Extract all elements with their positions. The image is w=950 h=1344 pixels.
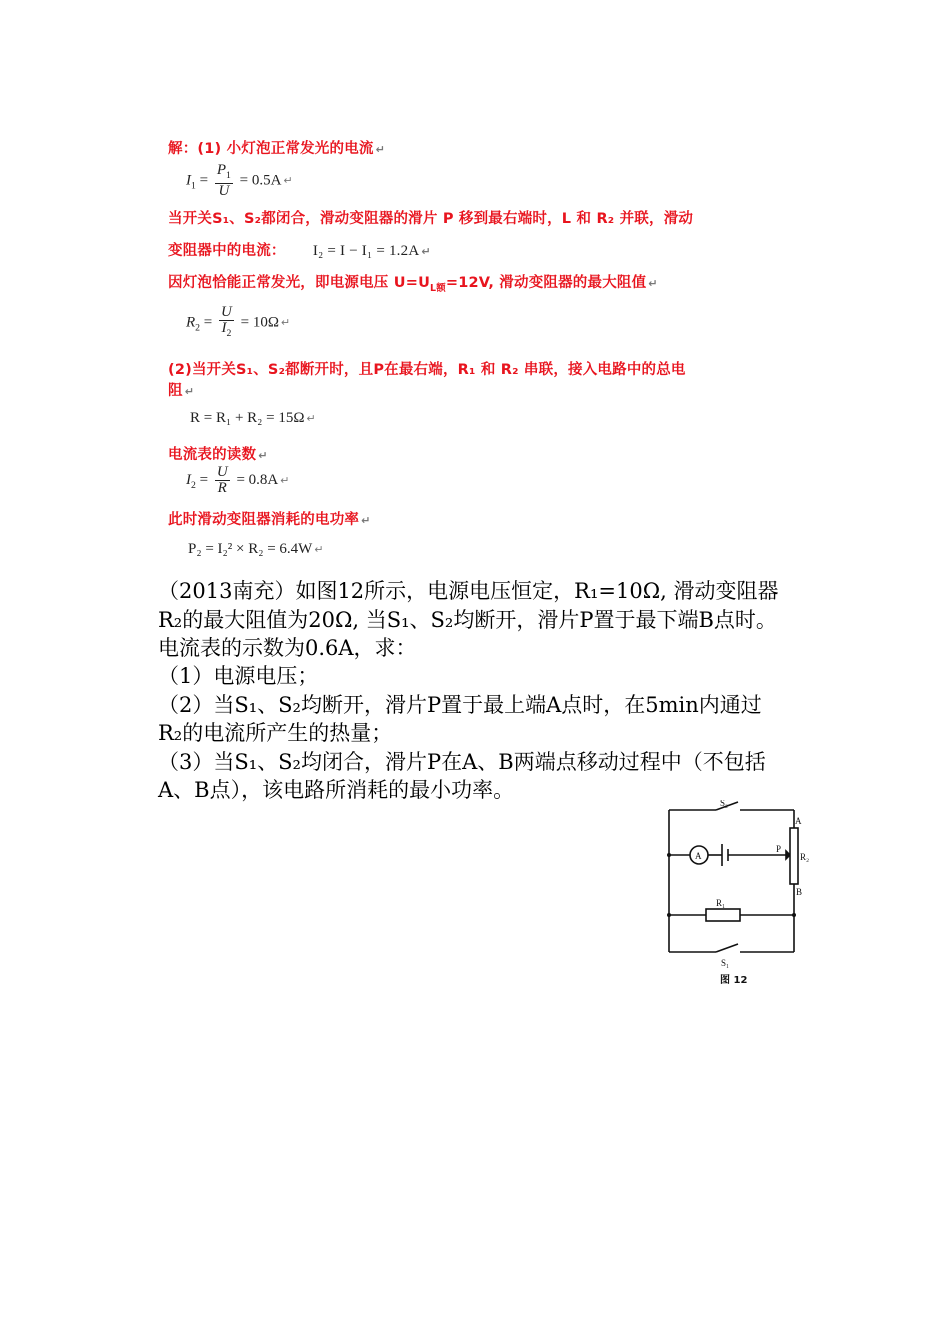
label-s2: S₂ (720, 800, 729, 808)
equation-i2-reading: $I_2$ = $\frac{U}{R}$ = 0.8A ↵ (186, 464, 290, 496)
label-r2: R₂ (800, 852, 810, 862)
equation-power: P₂ = I₂² × R₂ = 6.4W ↵ (188, 541, 324, 557)
problem-line-4: （1）电源电压； (158, 664, 319, 688)
solution-line-6: 电流表的读数 ↵ (168, 447, 268, 463)
problem-line-8: A、B点），该电路所消耗的最小功率。 (158, 778, 515, 802)
ammeter-label: A (695, 851, 702, 861)
equation-r2: $R_2$ = $\frac{U}{I_2}$ = 10Ω ↵ (186, 304, 291, 339)
problem-line-1: （2013南充）如图12所示，电源电压恒定，R₁=10Ω, 滑动变阻器 (158, 579, 779, 603)
equation-i1: $I_1$ = $\frac{P_1}{U}$ = 0.5A ↵ (186, 162, 293, 199)
figure-caption: 图 12 (720, 975, 748, 986)
solution-line-5: (2)当开关S₁、S₂都断开时，且P在最右端，R₁ 和 R₂ 串联，接入电路中的总电 (168, 362, 686, 378)
label-a: A (795, 816, 802, 826)
problem-line-7: （3）当S₁、S₂均闭合，滑片P在A、B两端点移动过程中（不包括 (158, 750, 766, 774)
solution-line-4: 因灯泡恰能正常发光，即电源电压 $U=U_{L额}=12V$, 滑动变阻器的最大阻值 ↵ (168, 275, 658, 294)
solution-line-2: 当开关S₁、S₂都闭合，滑动变阻器的滑片 P 移到最右端时，L 和 R₂ 并联，滑动 (168, 211, 694, 227)
solution-line-3: 变阻器中的电流： I₂ = I − I₁ = 1.2A ↵ (168, 243, 431, 259)
label-p: P (776, 844, 782, 854)
problem-line-6: R₂的电流所产生的热量； (158, 721, 393, 745)
label-s1: S₁ (721, 958, 730, 968)
equation-r-total: R = R₁ + R₂ = 15Ω ↵ (190, 410, 316, 426)
problem-line-2: R₂的最大阻值为20Ω, 当S₁、S₂均断开，滑片P置于最下端B点时。 (158, 608, 777, 632)
solution-line-7: 此时滑动变阻器消耗的电功率 ↵ (168, 512, 371, 528)
solution-line-5b: 阻 ↵ (168, 383, 195, 399)
problem-line-3: 电流表的示数为0.6A，求： (158, 636, 417, 660)
solution-line-1: 解：(1) 小灯泡正常发光的电流 ↵ (168, 141, 386, 157)
problem-line-5: （2）当S₁、S₂均断开，滑片P置于最上端A点时，在5min内通过 (158, 693, 762, 717)
label-b: B (796, 887, 803, 897)
circuit-diagram (648, 800, 828, 1000)
equation-i2: I₂ = I − I₁ = 1.2A (312, 243, 420, 259)
label-r1: R₁ (716, 898, 726, 908)
